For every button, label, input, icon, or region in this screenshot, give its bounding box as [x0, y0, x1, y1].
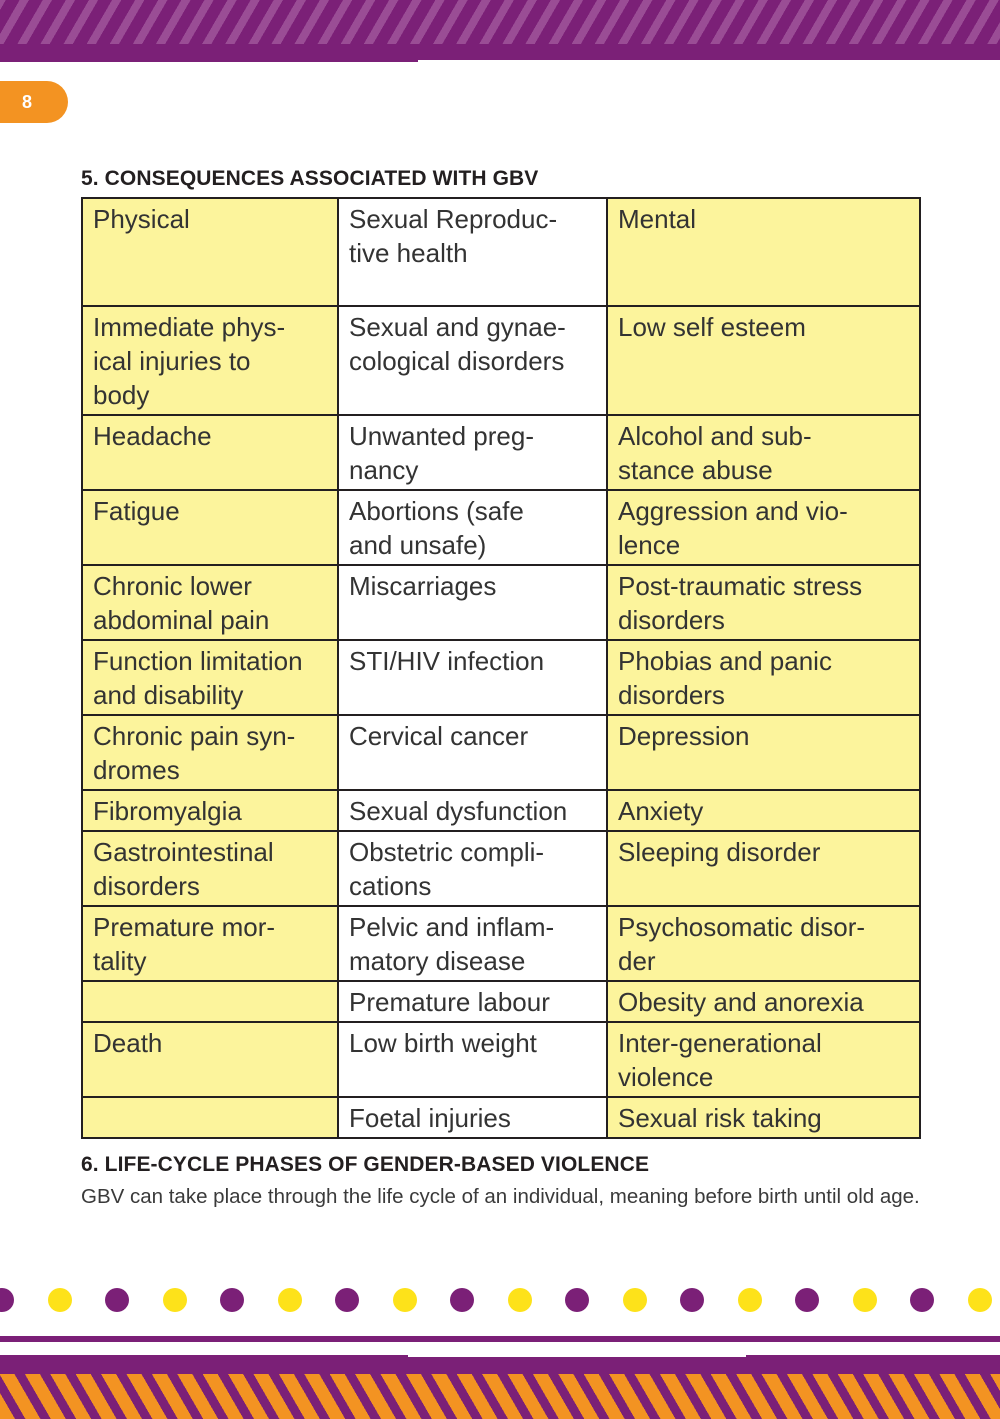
bottom-divider-line: [408, 1354, 746, 1357]
table-cell: Inter-generational violence: [607, 1022, 920, 1097]
bottom-purple-line: [0, 1336, 1000, 1342]
consequences-table: [81, 197, 921, 1139]
table-cell: Pelvic and inflam- matory disease: [338, 906, 607, 981]
yellow-dot: [738, 1288, 762, 1312]
table-header-row: [82, 198, 920, 306]
table-cell: [82, 1097, 338, 1138]
table-cell: Abortions (safe and unsafe): [338, 490, 607, 565]
table-row: [82, 906, 920, 981]
yellow-dot: [48, 1288, 72, 1312]
purple-dot: [565, 1288, 589, 1312]
table-cell: [82, 981, 338, 1022]
table-cell: Gastrointestinal disorders: [82, 831, 338, 906]
table-cell: Phobias and panic disorders: [607, 640, 920, 715]
bottom-decorative-stripes: [0, 1374, 1000, 1419]
yellow-dot: [163, 1288, 187, 1312]
table-header-cell: Sexual Reproduc- tive health: [338, 198, 607, 306]
table-cell: Function limitation and disability: [82, 640, 338, 715]
table-cell: Unwanted preg- nancy: [338, 415, 607, 490]
yellow-dot: [393, 1288, 417, 1312]
table-cell: Cervical cancer: [338, 715, 607, 790]
yellow-dot: [278, 1288, 302, 1312]
purple-dot: [450, 1288, 474, 1312]
table-row: [82, 1022, 920, 1097]
table-row: [82, 565, 920, 640]
page-number: 8: [22, 91, 33, 112]
table-header-cell: Mental: [607, 198, 920, 306]
table-cell: Low birth weight: [338, 1022, 607, 1097]
table-cell: Chronic lower abdominal pain: [82, 565, 338, 640]
table-cell: Aggression and vio- lence: [607, 490, 920, 565]
purple-dot: [0, 1288, 14, 1312]
purple-dot: [335, 1288, 359, 1312]
table-cell: Sleeping disorder: [607, 831, 920, 906]
table-cell: Fibromyalgia: [82, 790, 338, 831]
table-cell: Alcohol and sub- stance abuse: [607, 415, 920, 490]
decorative-dots-row: [0, 1288, 1000, 1314]
table-cell: Sexual risk taking: [607, 1097, 920, 1138]
table-cell: Psychosomatic disor- der: [607, 906, 920, 981]
section6-heading: 6. LIFE-CYCLE PHASES OF GENDER-BASED VIOLENCE: [81, 1153, 650, 1176]
purple-dot: [910, 1288, 934, 1312]
table-cell: Death: [82, 1022, 338, 1097]
table-row: [82, 981, 920, 1022]
table-row: [82, 415, 920, 490]
table-cell: Chronic pain syn- dromes: [82, 715, 338, 790]
yellow-dot: [623, 1288, 647, 1312]
purple-dot: [105, 1288, 129, 1312]
purple-dot: [220, 1288, 244, 1312]
table-row: [82, 490, 920, 565]
table-row: [82, 715, 920, 790]
table-cell: Fatigue: [82, 490, 338, 565]
table-cell: Miscarriages: [338, 565, 607, 640]
table-cell: Sexual and gynae- cological disorders: [338, 306, 607, 415]
top-divider-line: [418, 60, 1000, 63]
purple-dot: [795, 1288, 819, 1312]
table-cell: Obesity and anorexia: [607, 981, 920, 1022]
table-cell: Immediate phys- ical injuries to body: [82, 306, 338, 415]
section6-text: GBV can take place through the life cycle of an individual, meaning before birth until old age.: [81, 1185, 920, 1208]
page-number-tab: [0, 81, 68, 123]
table-row: [82, 790, 920, 831]
yellow-dot: [968, 1288, 992, 1312]
table-row: [82, 831, 920, 906]
table-row: [82, 306, 920, 415]
table-cell: Sexual dysfunction: [338, 790, 607, 831]
table-row: [82, 1097, 920, 1138]
yellow-dot: [853, 1288, 877, 1312]
table-cell: Obstetric compli- cations: [338, 831, 607, 906]
section5-heading: 5. CONSEQUENCES ASSOCIATED WITH GBV: [81, 167, 539, 190]
table-cell: Headache: [82, 415, 338, 490]
yellow-dot: [508, 1288, 532, 1312]
table-cell: Depression: [607, 715, 920, 790]
table-cell: STI/HIV infection: [338, 640, 607, 715]
table-cell: Low self esteem: [607, 306, 920, 415]
table-cell: Anxiety: [607, 790, 920, 831]
table-row: [82, 640, 920, 715]
table-cell: Premature labour: [338, 981, 607, 1022]
table-cell: Premature mor- tality: [82, 906, 338, 981]
table-cell: Post-traumatic stress disorders: [607, 565, 920, 640]
table-cell: Foetal injuries: [338, 1097, 607, 1138]
table-header-cell: Physical: [82, 198, 338, 306]
purple-dot: [680, 1288, 704, 1312]
